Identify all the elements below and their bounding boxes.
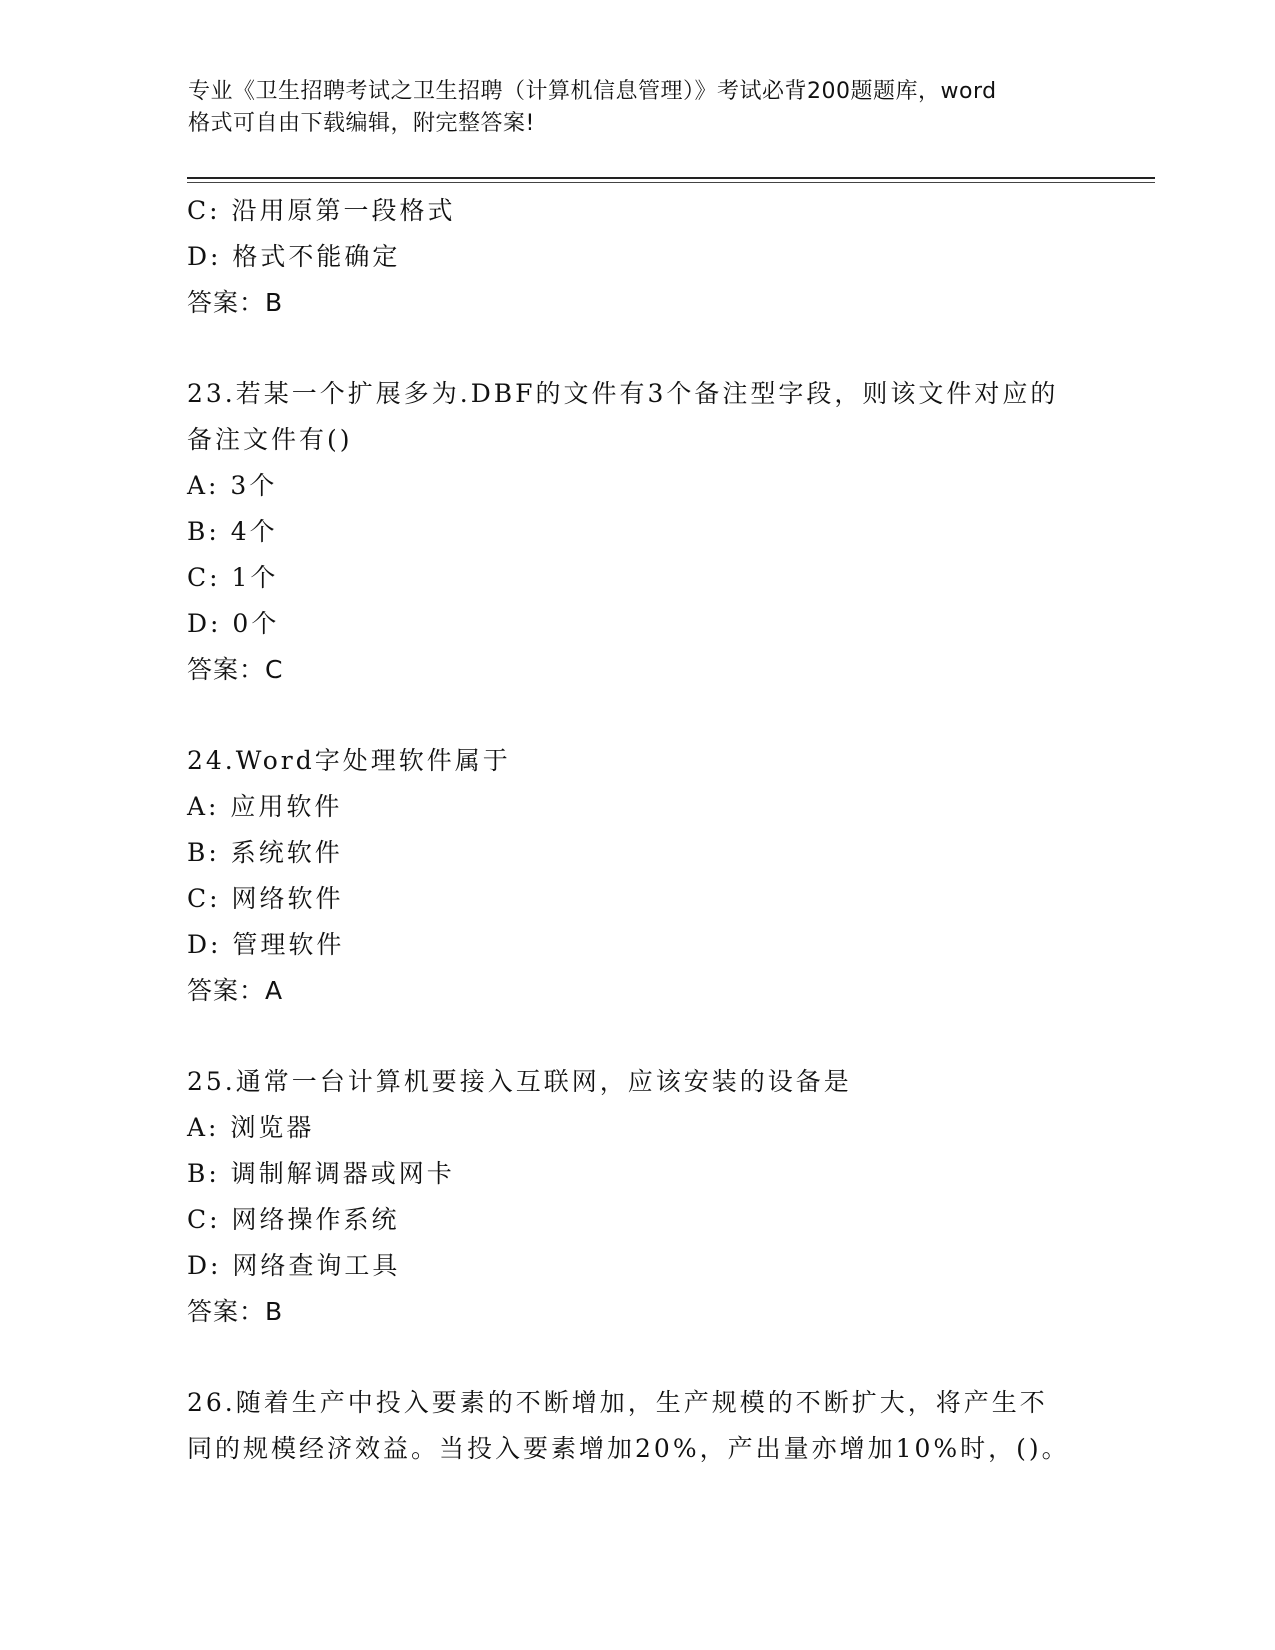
- answer-line: 答案：C: [187, 655, 284, 684]
- question-stem: 23.若某一个扩展多为.DBF的文件有3个备注型字段，则该文件对应的: [187, 379, 1059, 408]
- option-c: C: 沿用原第一段格式: [187, 196, 456, 225]
- spacer: [187, 1335, 1087, 1380]
- header-line-1: 专业《卫生招聘考试之卫生招聘（计算机信息管理）》考试必背200题题库，word: [188, 79, 997, 104]
- question-stem: 26.随着生产中投入要素的不断增加，生产规模的不断扩大，将产生不: [187, 1388, 1048, 1417]
- header-line-2: 格式可自由下载编辑，附完整答案!: [188, 111, 535, 136]
- header-divider-thick: [187, 177, 1155, 179]
- option-c: C: 1个: [187, 563, 279, 592]
- question-stem: 25.通常一台计算机要接入互联网，应该安装的设备是: [187, 1067, 852, 1096]
- answer-line: 答案：A: [187, 976, 284, 1005]
- question-stem: 24.Word字处理软件属于: [187, 746, 511, 775]
- question-list: [187, 188, 1087, 1472]
- question-stem-continued: 同的规模经济效益。当投入要素增加20%，产出量亦增加10%时，()。: [187, 1434, 1070, 1463]
- option-a: A: 3个: [187, 471, 278, 500]
- spacer: [187, 1014, 1087, 1059]
- question-24: [187, 738, 1087, 1014]
- option-a: A: 应用软件: [187, 792, 343, 821]
- question-26: [187, 1380, 1087, 1472]
- option-d: D: 管理软件: [187, 930, 345, 959]
- question-25: [187, 1059, 1087, 1335]
- option-d: D: 网络查询工具: [187, 1251, 401, 1280]
- header-divider-thin: [187, 182, 1155, 183]
- option-c: C: 网络操作系统: [187, 1205, 400, 1234]
- option-a: A: 浏览器: [187, 1113, 315, 1142]
- document-header: [188, 76, 1088, 140]
- question-23: [187, 371, 1087, 693]
- spacer: [187, 693, 1087, 738]
- option-c: C: 网络软件: [187, 884, 344, 913]
- option-d: D: 0个: [187, 609, 280, 638]
- answer-line: 答案：B: [187, 1297, 284, 1326]
- question-stem-continued: 备注文件有(): [187, 425, 353, 454]
- answer-line: 答案：B: [187, 288, 284, 317]
- option-d: D: 格式不能确定: [187, 242, 401, 271]
- question-22-tail: [187, 188, 1087, 326]
- spacer: [187, 326, 1087, 371]
- option-b: B: 调制解调器或网卡: [187, 1159, 455, 1188]
- option-b: B: 系统软件: [187, 838, 343, 867]
- option-b: B: 4个: [187, 517, 278, 546]
